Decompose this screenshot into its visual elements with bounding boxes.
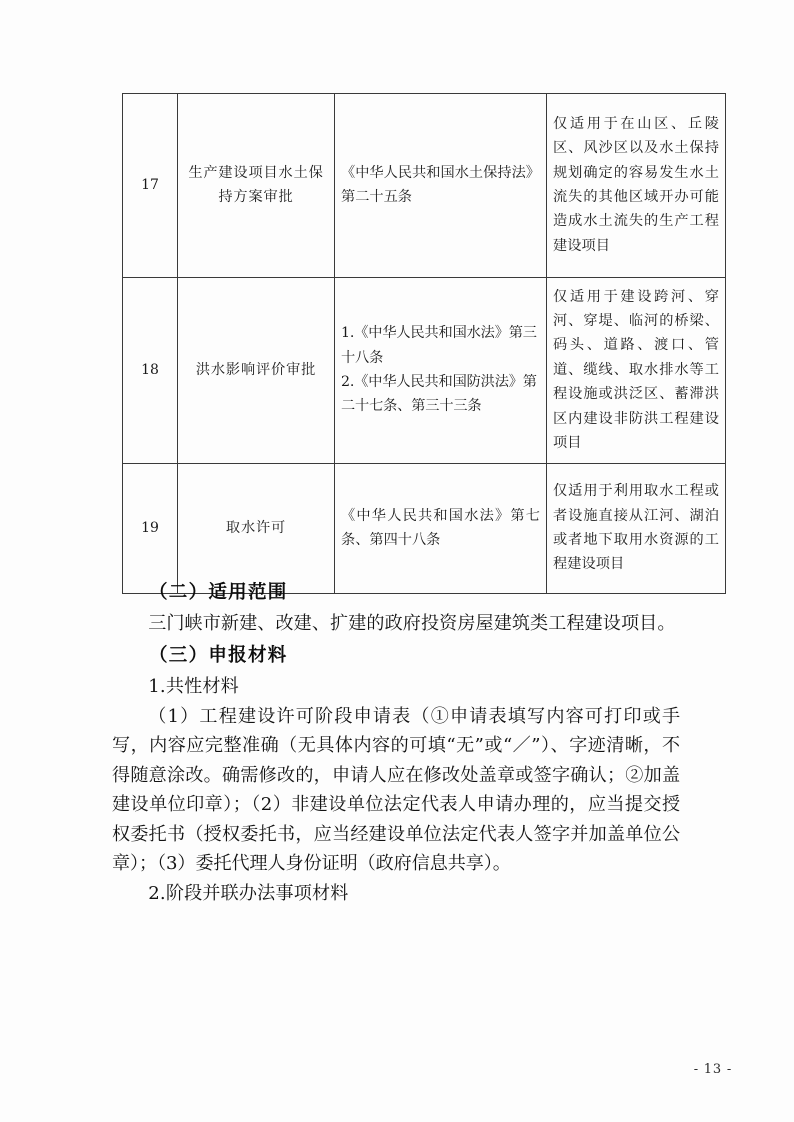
sub-item-common-materials: 1.共性材料 bbox=[148, 676, 239, 698]
row-scope-cell: 仅适用于在山区、丘陵区、风沙区以及水土保持规划确定的容易发生水土流失的其他区域开办可能造成水土流失的生产工程建设项目 bbox=[547, 94, 726, 278]
row-item-name-cell: 洪水影响评价审批 bbox=[178, 278, 335, 464]
section-heading-materials: （三）申报材料 bbox=[149, 645, 288, 667]
legal-basis-line: 2.《中华人民共和国防洪法》第二十七条、第三十三条 bbox=[341, 374, 537, 415]
row-item-name-cell: 取水许可 bbox=[178, 464, 335, 594]
table-row bbox=[123, 464, 726, 594]
legal-basis-line: 1.《中华人民共和国水法》第三十八条 bbox=[341, 325, 537, 366]
row-legal-basis-cell: 《中华人民共和国水土保持法》第二十五条 bbox=[335, 94, 547, 278]
sub-item-stage-parallel-materials: 2.阶段并联办法事项材料 bbox=[148, 882, 349, 904]
row-scope-cell: 仅适用于利用取水工程或者设施直接从江河、湖泊或者地下取用水资源的工程建设项目 bbox=[547, 464, 726, 594]
table-row bbox=[123, 94, 726, 278]
page-number-label: - 13 - bbox=[693, 1062, 732, 1077]
approval-items-table bbox=[122, 93, 726, 594]
paragraph-scope: 三门峡市新建、改建、扩建的政府投资房屋建筑类工程建设项目。 bbox=[148, 612, 676, 634]
row-number-cell: 18 bbox=[123, 278, 178, 464]
paragraph-materials: （1）工程建设许可阶段申请表（①申请表填写内容可打印或手写，内容应完整准确（无具体内容的可填“无”或“／”）、字迹清晰，不得随意涂改。确需修改的，申请人应在修改处盖章或签字确认；②加盖建设单位印章）；（2）非建设单位法定代表人申请办理的，应当提交授权委托书（授权委托书，应当经建设单位法定代表人签字并加盖单位公章）；（3）委托代理人身份证明（政府信息共享）。 bbox=[112, 705, 680, 875]
row-legal-basis-cell bbox=[335, 278, 547, 464]
row-number-cell: 17 bbox=[123, 94, 178, 278]
row-item-name-cell: 生产建设项目水土保持方案审批 bbox=[178, 94, 335, 278]
table-row bbox=[123, 278, 726, 464]
document-body bbox=[112, 578, 680, 908]
row-legal-basis-cell: 《中华人民共和国水法》第七条、第四十八条 bbox=[335, 464, 547, 594]
row-scope-cell: 仅适用于建设跨河、穿河、穿堤、临河的桥梁、码头、道路、渡口、管道、缆线、取水排水等工程设施或洪泛区、蓄滞洪区内建设非防洪工程建设项目 bbox=[547, 278, 726, 464]
section-heading-scope: （二）适用范围 bbox=[149, 582, 288, 603]
row-number-cell: 19 bbox=[123, 464, 178, 594]
